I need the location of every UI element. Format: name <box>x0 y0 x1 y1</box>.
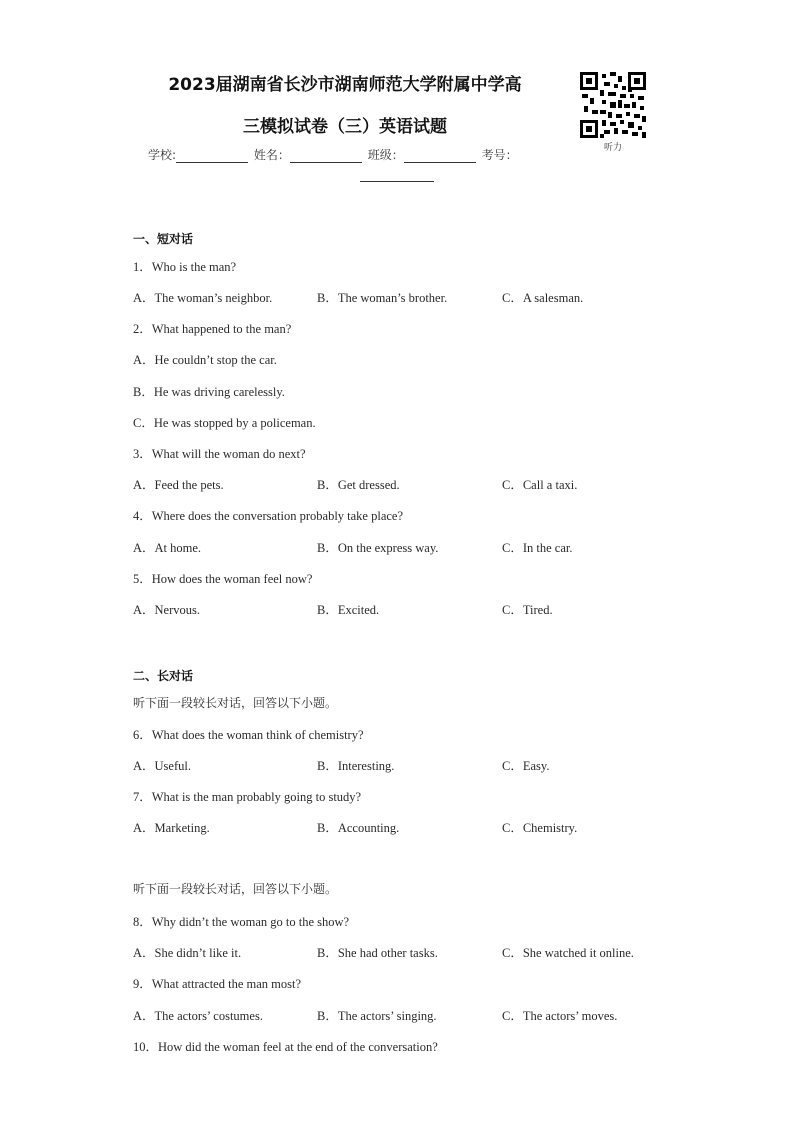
question-7-option-c: C．Chemistry. <box>502 821 578 835</box>
name-label: 姓名： <box>253 148 290 162</box>
question-4-option-b: B．On the express way. <box>317 541 439 555</box>
question-4-option-c: C．In the car. <box>502 541 573 555</box>
question-6-option-c: C．Easy. <box>502 759 550 773</box>
question-2-option-c: C．He was stopped by a policeman. <box>133 416 316 430</box>
question-9-stem: 9．What attracted the man most? <box>133 977 301 991</box>
section-1-title: 一、短对话 <box>133 232 194 246</box>
section-2-instruction-2: 听下面一段较长对话，回答以下小题。 <box>133 882 338 896</box>
question-5-option-c: C．Tired. <box>502 603 553 617</box>
question-8-option-a: A．She didn’t like it. <box>133 946 242 960</box>
question-6-option-b: B．Interesting. <box>317 759 395 773</box>
question-2-option-b: B．He was driving carelessly. <box>133 385 285 399</box>
question-3-option-a: A．Feed the pets. <box>133 478 224 492</box>
exam-title-line-1: 2023届湖南省长沙市湖南师范大学附属中学高 <box>168 75 522 95</box>
question-6-option-a: A．Useful. <box>133 759 191 773</box>
question-7-option-a: A．Marketing. <box>133 821 210 835</box>
question-4-option-a: A．At home. <box>133 541 202 555</box>
class-label: 班级： <box>367 148 404 162</box>
exam-no-field[interactable] <box>360 169 434 182</box>
qr-code-icon[interactable] <box>580 72 646 138</box>
question-8-option-b: B．She had other tasks. <box>317 946 438 960</box>
question-9-option-a: A．The actors’ costumes. <box>133 1009 263 1023</box>
question-3-stem: 3．What will the woman do next? <box>133 447 306 461</box>
question-1-stem: 1．Who is the man? <box>133 260 237 274</box>
question-2-stem: 2．What happened to the man? <box>133 322 292 336</box>
question-10-stem: 10．How did the woman feel at the end of the conversation? <box>133 1040 438 1054</box>
question-1-option-b: B．The woman’s brother. <box>317 291 448 305</box>
question-8-option-c: C．She watched it online. <box>502 946 634 960</box>
question-9-option-c: C．The actors’ moves. <box>502 1009 618 1023</box>
question-4-stem: 4．Where does the conversation probably take place? <box>133 509 404 523</box>
exam-no-field-row <box>360 168 436 182</box>
exam-no-label: 考号： <box>481 148 518 162</box>
question-5-option-a: A．Nervous. <box>133 603 201 617</box>
name-field[interactable] <box>290 150 362 163</box>
section-2-instruction-1: 听下面一段较长对话，回答以下小题。 <box>133 696 338 710</box>
student-info-fields <box>148 146 518 163</box>
question-6-stem: 6．What does the woman think of chemistry? <box>133 728 364 742</box>
exam-title-line-2: 三模拟试卷（三）英语试题 <box>243 117 447 137</box>
section-2-title: 二、长对话 <box>133 669 194 683</box>
question-9-option-b: B．The actors’ singing. <box>317 1009 437 1023</box>
question-5-option-b: B．Excited. <box>317 603 380 617</box>
question-3-option-b: B．Get dressed. <box>317 478 400 492</box>
question-7-stem: 7．What is the man probably going to study? <box>133 790 362 804</box>
question-5-stem: 5．How does the woman feel now? <box>133 572 313 586</box>
question-7-option-b: B．Accounting. <box>317 821 400 835</box>
question-2-option-a: A．He couldn’t stop the car. <box>133 353 277 367</box>
question-3-option-c: C．Call a taxi. <box>502 478 578 492</box>
question-1-option-a: A．The woman’s neighbor. <box>133 291 273 305</box>
school-field[interactable] <box>176 150 248 163</box>
school-label: 学校: <box>148 148 177 162</box>
class-field[interactable] <box>404 150 476 163</box>
question-8-stem: 8．Why didn’t the woman go to the show? <box>133 915 350 929</box>
question-1-option-c: C．A salesman. <box>502 291 584 305</box>
qr-caption: 听力 <box>603 143 622 153</box>
